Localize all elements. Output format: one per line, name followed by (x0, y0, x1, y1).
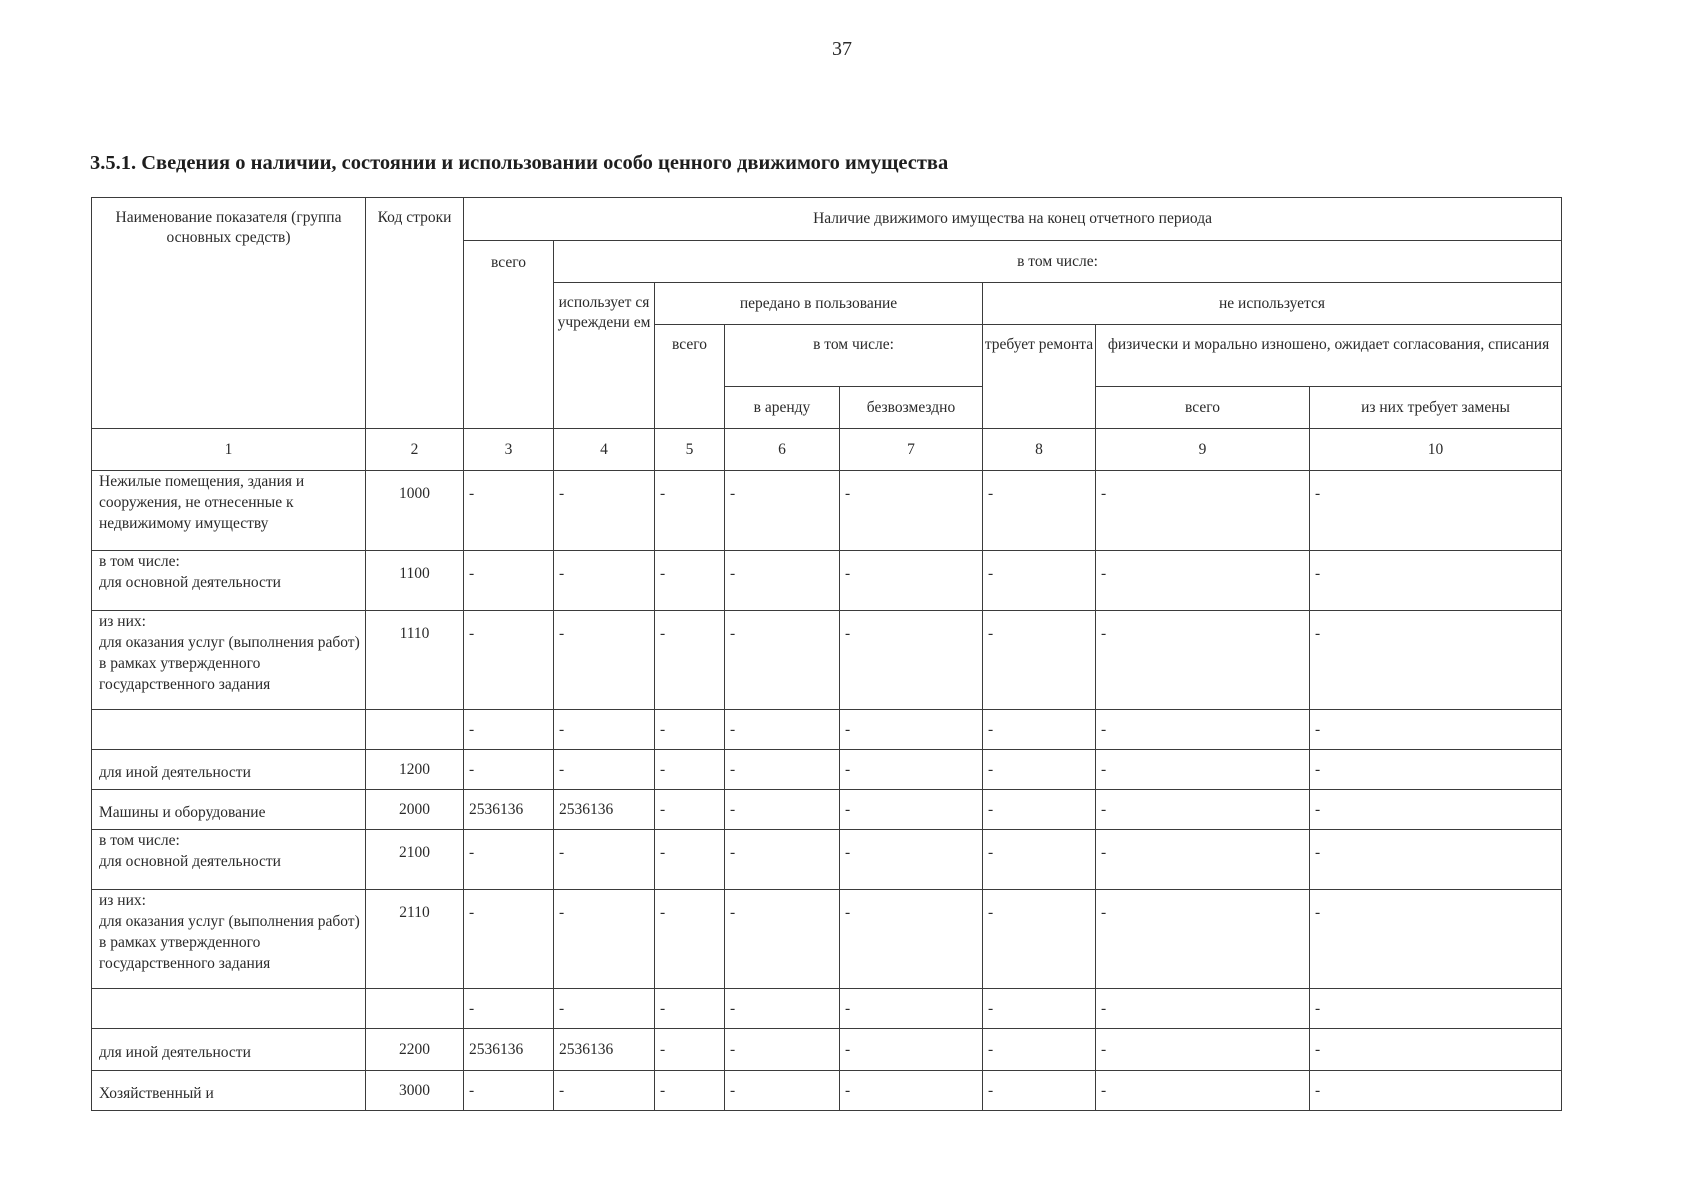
row-value: - (1310, 611, 1562, 710)
column-number: 4 (554, 429, 655, 471)
row-value: - (1310, 830, 1562, 890)
row-value: - (983, 890, 1096, 989)
row-value: - (554, 551, 655, 611)
row-value: - (1096, 890, 1310, 989)
row-value: - (554, 989, 655, 1029)
row-value: - (725, 989, 840, 1029)
row-value: - (1096, 611, 1310, 710)
row-value: - (1096, 471, 1310, 551)
row-code: 2100 (366, 830, 464, 890)
row-value: - (725, 471, 840, 551)
row-value: - (655, 710, 725, 750)
row-value: - (840, 1029, 983, 1071)
row-value: - (725, 710, 840, 750)
row-value: - (983, 790, 1096, 830)
row-name-line: для основной деятельности (99, 853, 281, 870)
row-value: - (1310, 710, 1562, 750)
column-number: 7 (840, 429, 983, 471)
row-name-line: в том числе: (99, 832, 180, 849)
header-for-rent: в аренду (725, 387, 840, 429)
row-value: - (840, 830, 983, 890)
row-value: - (840, 710, 983, 750)
table-row (92, 790, 1562, 830)
row-value: - (983, 989, 1096, 1029)
section-title: 3.5.1. Сведения о наличии, состоянии и использовании особо ценного движимого имущества (90, 152, 949, 174)
row-value: - (983, 710, 1096, 750)
row-name-line: из них: (99, 892, 146, 909)
row-name-line: для оказания услуг (выполнения работ) в рамках утвержденного государственного задания (99, 913, 360, 972)
row-value: - (840, 989, 983, 1029)
row-value: - (554, 611, 655, 710)
row-value: - (1310, 989, 1562, 1029)
row-code (366, 710, 464, 750)
table-row (92, 1029, 1562, 1071)
row-value: - (655, 890, 725, 989)
row-value: - (725, 1071, 840, 1111)
row-value: - (1096, 1029, 1310, 1071)
row-name (92, 830, 366, 890)
header-not-used: не используется (983, 283, 1562, 325)
row-value: - (840, 750, 983, 790)
row-value: - (655, 1029, 725, 1071)
row-value: - (983, 471, 1096, 551)
row-name-line: Нежилые помещения, здания и сооружения, не отнесенные к недвижимому имуществу (99, 473, 305, 532)
table-row (92, 710, 1562, 750)
row-value: - (725, 890, 840, 989)
row-value: - (840, 890, 983, 989)
row-value: - (464, 551, 554, 611)
row-value: - (554, 471, 655, 551)
table-row (92, 890, 1562, 989)
row-value: - (554, 890, 655, 989)
column-number: 1 (92, 429, 366, 471)
row-value: - (655, 830, 725, 890)
row-code: 3000 (366, 1071, 464, 1111)
row-code (366, 989, 464, 1029)
row-value: - (1310, 551, 1562, 611)
header-transferred: передано в пользование (655, 283, 983, 325)
row-value: - (840, 1071, 983, 1111)
header-total: всего (464, 241, 554, 429)
row-value: - (464, 750, 554, 790)
row-value: - (1096, 830, 1310, 890)
table-header (92, 198, 1562, 471)
row-value: - (725, 830, 840, 890)
row-value: - (1310, 1071, 1562, 1111)
header-used-by-institution: использует ся учреждени ем (554, 283, 655, 429)
row-value: - (655, 1071, 725, 1111)
row-value: - (983, 830, 1096, 890)
row-code: 1000 (366, 471, 464, 551)
row-name (92, 989, 366, 1029)
row-name-line: для иной деятельности (99, 1044, 251, 1061)
header-code: Код строки (366, 198, 464, 429)
row-name (92, 710, 366, 750)
property-table (91, 197, 1562, 1111)
row-name (92, 1029, 366, 1071)
row-value: - (1310, 790, 1562, 830)
row-value: - (1096, 710, 1310, 750)
column-number: 2 (366, 429, 464, 471)
row-value: 2536136 (554, 1029, 655, 1071)
header-name: Наименование показателя (группа основных средств) (92, 198, 366, 429)
table-row (92, 750, 1562, 790)
row-value: - (840, 551, 983, 611)
row-value: - (554, 830, 655, 890)
table-row (92, 551, 1562, 611)
column-number: 10 (1310, 429, 1562, 471)
row-value: - (725, 1029, 840, 1071)
header-needs-replacement: из них требует замены (1310, 387, 1562, 429)
row-name (92, 611, 366, 710)
row-value: - (1310, 750, 1562, 790)
header-free-of-charge: безвозмездно (840, 387, 983, 429)
row-name-line: для иной деятельности (99, 764, 251, 781)
row-value: - (1310, 471, 1562, 551)
row-value: - (983, 1029, 1096, 1071)
row-value: - (983, 750, 1096, 790)
row-value: - (554, 1071, 655, 1111)
row-value: - (464, 710, 554, 750)
row-code: 1200 (366, 750, 464, 790)
row-value: - (725, 551, 840, 611)
row-value: - (983, 611, 1096, 710)
column-number: 3 (464, 429, 554, 471)
row-name-line: Хозяйственный и (99, 1085, 214, 1102)
header-needs-repair: требует ремонта (983, 325, 1096, 429)
row-value: 2536136 (464, 1029, 554, 1071)
row-value: - (1096, 989, 1310, 1029)
row-value: - (655, 471, 725, 551)
table-row (92, 471, 1562, 551)
row-code: 2000 (366, 790, 464, 830)
row-value: - (840, 790, 983, 830)
row-value: - (983, 551, 1096, 611)
row-name (92, 1071, 366, 1111)
row-name (92, 471, 366, 551)
row-value: - (1310, 1029, 1562, 1071)
column-number: 9 (1096, 429, 1310, 471)
header-transferred-including: в том числе: (725, 325, 983, 387)
table-row (92, 1071, 1562, 1111)
table-row (92, 989, 1562, 1029)
row-name-line: в том числе: (99, 553, 180, 570)
column-number: 8 (983, 429, 1096, 471)
row-value: - (655, 750, 725, 790)
row-value: - (464, 890, 554, 989)
row-value: - (554, 750, 655, 790)
row-value: - (1096, 551, 1310, 611)
row-value: - (464, 989, 554, 1029)
row-code: 1110 (366, 611, 464, 710)
row-value: - (554, 710, 655, 750)
table-row (92, 611, 1562, 710)
row-name (92, 551, 366, 611)
row-value: - (464, 830, 554, 890)
row-value: - (1096, 1071, 1310, 1111)
row-value: - (840, 611, 983, 710)
table-body (92, 471, 1562, 1111)
row-value: - (464, 1071, 554, 1111)
row-value: 2536136 (464, 790, 554, 830)
header-worn-out-total: всего (1096, 387, 1310, 429)
header-worn-out: физически и морально изношено, ожидает согласования, списания (1096, 325, 1562, 387)
row-value: - (840, 471, 983, 551)
row-value: - (725, 750, 840, 790)
row-value: - (1096, 750, 1310, 790)
row-name-line: для оказания услуг (выполнения работ) в рамках утвержденного государственного задания (99, 634, 360, 693)
row-value: - (983, 1071, 1096, 1111)
row-name-line: Машины и оборудование (99, 804, 266, 821)
row-value: - (725, 790, 840, 830)
row-value: - (1096, 790, 1310, 830)
header-including: в том числе: (554, 241, 1562, 283)
row-name-line: для основной деятельности (99, 574, 281, 591)
row-name (92, 750, 366, 790)
row-code: 2110 (366, 890, 464, 989)
header-availability: Наличие движимого имущества на конец отчетного периода (464, 198, 1562, 241)
column-numbers-row (92, 429, 1562, 471)
row-value: - (655, 611, 725, 710)
row-value: - (655, 790, 725, 830)
row-name-line: из них: (99, 613, 146, 630)
row-name (92, 890, 366, 989)
row-value: 2536136 (554, 790, 655, 830)
column-number: 5 (655, 429, 725, 471)
column-number: 6 (725, 429, 840, 471)
row-value: - (464, 611, 554, 710)
row-code: 2200 (366, 1029, 464, 1071)
table-row (92, 830, 1562, 890)
page-number: 37 (832, 38, 852, 60)
row-value: - (464, 471, 554, 551)
row-value: - (1310, 890, 1562, 989)
row-code: 1100 (366, 551, 464, 611)
row-value: - (655, 551, 725, 611)
row-value: - (655, 989, 725, 1029)
row-value: - (725, 611, 840, 710)
row-name (92, 790, 366, 830)
header-transferred-total: всего (655, 325, 725, 429)
